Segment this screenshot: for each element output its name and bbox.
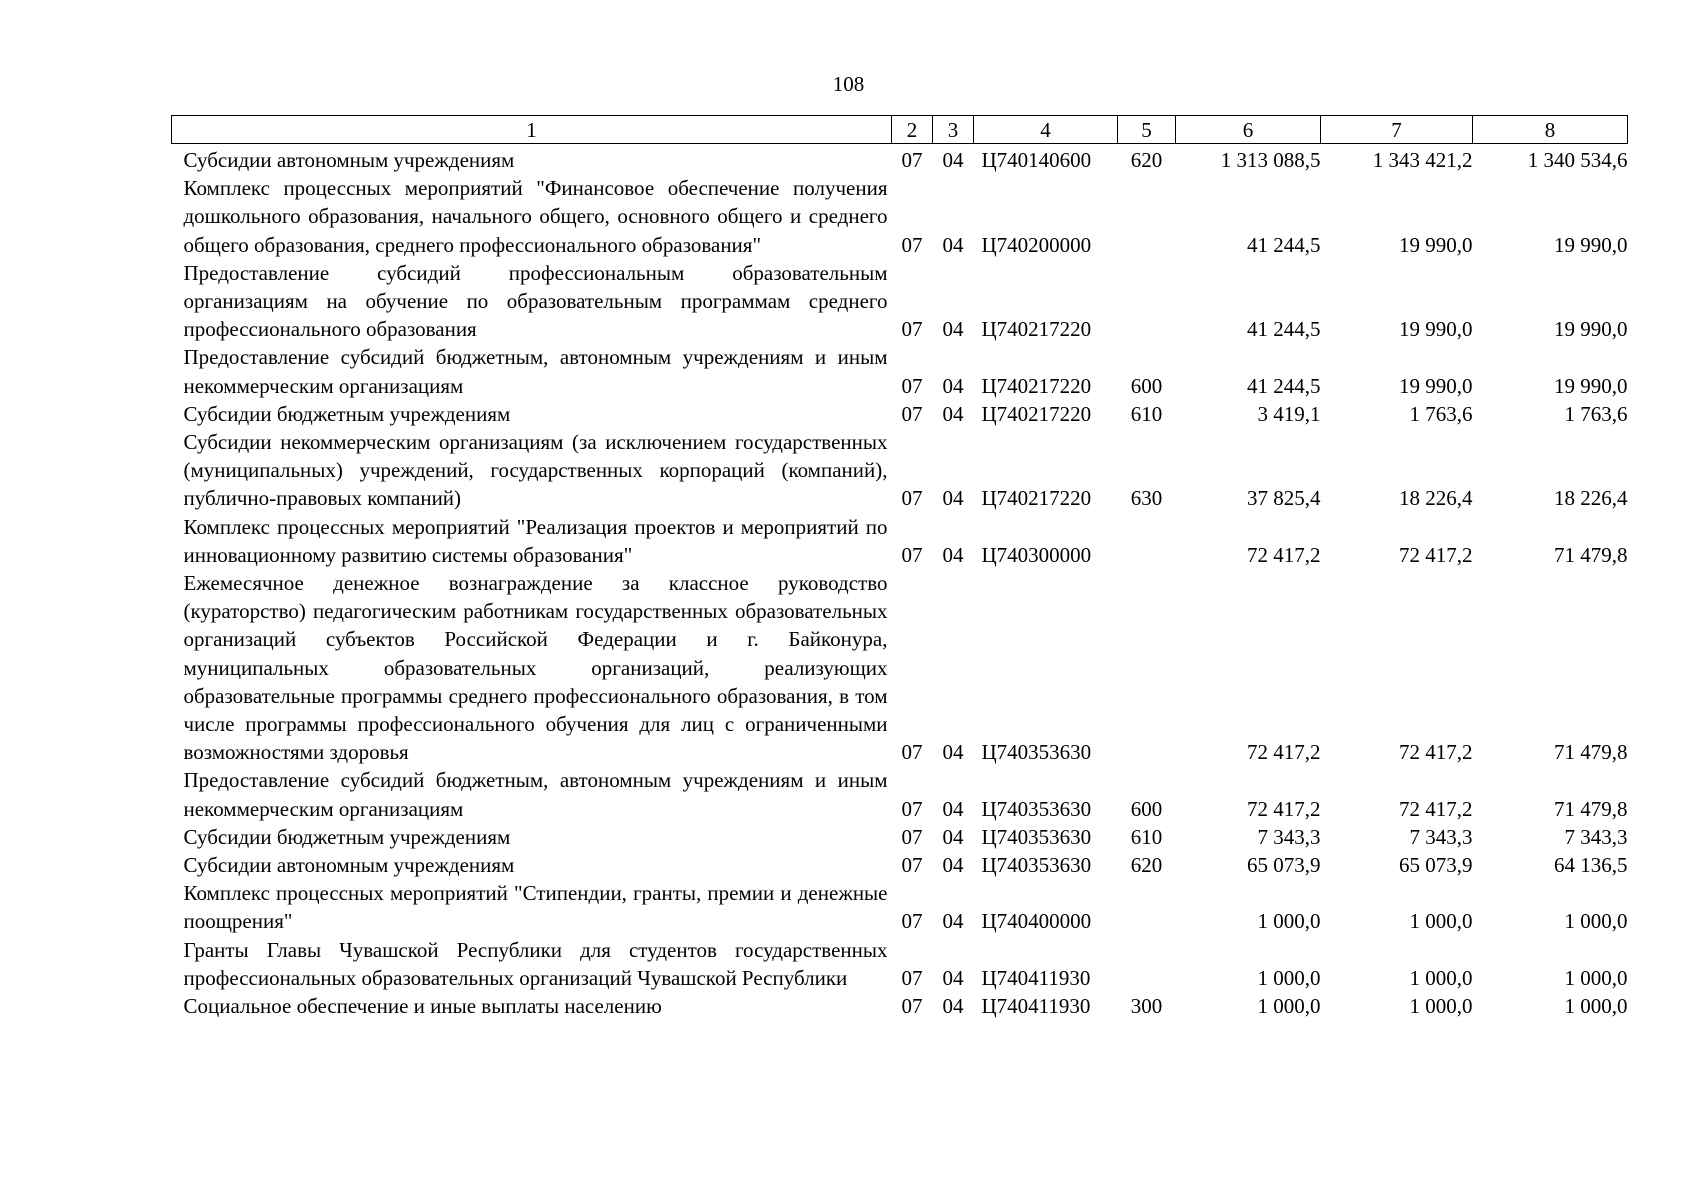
row-section: 07: [901, 232, 923, 257]
row-target-article: Ц740411930: [981, 994, 1091, 1019]
row-expense-type: [1118, 513, 1176, 569]
row-amount-col8: 64 136,5: [1554, 853, 1628, 878]
row-expense-type: 620: [1130, 148, 1163, 172]
row-subsection: 04: [942, 909, 964, 934]
row-expense-type: 610: [1130, 824, 1163, 849]
row-amount-col8: 1 000,0: [1564, 994, 1628, 1019]
row-expense-type: [1118, 259, 1176, 344]
row-amount-col6: 72 417,2: [1247, 740, 1321, 765]
row-amount-col7: 19 990,0: [1399, 373, 1473, 398]
table-row: [172, 569, 1628, 766]
row-subsection: 04: [942, 373, 964, 398]
row-name: Предоставление субсидий профессиональным образовательным организациям на обучение по образовательным программам среднего профессионального образования: [183, 260, 888, 342]
row-target-article: Ц740353630: [981, 824, 1092, 849]
row-amount-col6: 3 419,1: [1257, 401, 1321, 426]
row-amount-col8: 1 000,0: [1564, 965, 1628, 990]
row-subsection: 04: [942, 401, 964, 426]
row-target-article: Ц740217220: [981, 401, 1092, 426]
row-section: 07: [901, 373, 923, 398]
row-target-article: Ц740400000: [981, 909, 1092, 934]
row-section: 07: [901, 740, 923, 765]
table-body: [172, 144, 1628, 1021]
row-amount-col8: 1 340 534,6: [1527, 148, 1628, 172]
header-col-8: 8: [1473, 116, 1628, 144]
table-row: [172, 513, 1628, 569]
row-expense-type: 300: [1130, 994, 1163, 1019]
row-name: Предоставление субсидий бюджетным, автономным учреждениям и иным некоммерческим организациям: [183, 345, 888, 398]
header-col-5: 5: [1118, 116, 1176, 144]
row-amount-col7: 65 073,9: [1399, 853, 1473, 878]
row-name: Субсидии автономным учреждениям: [183, 853, 515, 878]
header-col-1: 1: [172, 116, 892, 144]
row-name: Комплекс процессных мероприятий "Реализация проектов и мероприятий по инновационному развитию системы образования": [183, 514, 888, 567]
row-amount-col6: 72 417,2: [1247, 542, 1321, 567]
budget-table-container: [171, 115, 1627, 1020]
row-expense-type: 620: [1130, 853, 1163, 878]
row-section: 07: [901, 909, 923, 934]
row-name: Комплекс процессных мероприятий "Стипендии, гранты, премии и денежные поощрения": [183, 881, 888, 934]
row-target-article: Ц740353630: [981, 853, 1092, 878]
row-amount-col6: 1 000,0: [1257, 909, 1321, 934]
row-amount-col8: 1 000,0: [1564, 909, 1628, 934]
row-expense-type: [1118, 174, 1176, 259]
row-target-article: Ц740217220: [981, 486, 1092, 511]
row-amount-col6: 41 244,5: [1247, 373, 1321, 398]
row-expense-type: [1118, 879, 1176, 935]
row-amount-col8: 19 990,0: [1554, 317, 1628, 342]
row-expense-type: 630: [1130, 486, 1163, 511]
row-amount-col8: 7 343,3: [1564, 824, 1628, 849]
row-name: Социальное обеспечение и иные выплаты населению: [183, 994, 662, 1019]
row-amount-col7: 19 990,0: [1399, 232, 1473, 257]
row-subsection: 04: [942, 824, 964, 849]
row-subsection: 04: [942, 317, 964, 342]
row-target-article: Ц740217220: [981, 317, 1092, 342]
row-amount-col6: 72 417,2: [1247, 796, 1321, 821]
row-subsection: 04: [942, 232, 964, 257]
row-target-article: Ц740217220: [981, 373, 1092, 398]
row-amount-col7: 72 417,2: [1399, 740, 1473, 765]
row-target-article: Ц740353630: [981, 740, 1092, 765]
row-subsection: 04: [942, 853, 964, 878]
row-amount-col8: 19 990,0: [1554, 373, 1628, 398]
row-name: Комплекс процессных мероприятий "Финансовое обеспечение получения дошкольного образования, начального общего, основного общего и среднего общего образования, среднего профессионального образования": [183, 176, 888, 257]
row-amount-col6: 1 313 088,5: [1220, 148, 1321, 172]
row-target-article: Ц740411930: [981, 965, 1091, 990]
table-row: [172, 936, 1628, 992]
row-name: Гранты Главы Чувашской Республики для студентов государственных профессиональных образовательных организаций Чувашской Республики: [183, 937, 888, 990]
row-section: 07: [901, 317, 923, 342]
row-subsection: 04: [942, 148, 964, 172]
row-name: Субсидии некоммерческим организациям (за исключением государственных (муниципальных) учреждений, государственных корпораций (компаний), публично-правовых компаний): [183, 430, 888, 511]
header-col-6: 6: [1176, 116, 1321, 144]
row-amount-col7: 1 000,0: [1409, 965, 1473, 990]
row-name: Субсидии автономным учреждениям: [183, 148, 515, 172]
row-section: 07: [901, 401, 923, 426]
row-amount-col7: 18 226,4: [1399, 486, 1473, 511]
row-target-article: Ц740353630: [981, 796, 1092, 821]
table-row: [172, 400, 1628, 428]
row-name: Субсидии бюджетным учреждениям: [183, 824, 511, 849]
row-section: 07: [901, 965, 923, 990]
table-row: [172, 823, 1628, 851]
row-target-article: Ц740300000: [981, 542, 1092, 567]
row-subsection: 04: [942, 740, 964, 765]
row-subsection: 04: [942, 486, 964, 511]
row-amount-col6: 41 244,5: [1247, 232, 1321, 257]
row-name: Субсидии бюджетным учреждениям: [183, 401, 511, 426]
page-number: 108: [832, 72, 865, 96]
row-amount-col6: 37 825,4: [1247, 486, 1321, 511]
row-section: 07: [901, 824, 923, 849]
row-amount-col7: 19 990,0: [1399, 317, 1473, 342]
row-section: 07: [901, 486, 923, 511]
row-target-article: Ц740140600: [981, 148, 1092, 172]
row-name: Ежемесячное денежное вознаграждение за классное руководство (кураторство) педагогическим работникам государственных образовательных организаций субъектов Российской Федерации и г. Байконура, муниципальных образовательных организаций, реализующих образовательные программы среднего профессионального образования, в том числе программы профессионального обучения для лиц с ограниченными возможностями здоровья: [183, 571, 888, 765]
row-section: 07: [901, 853, 923, 878]
row-amount-col7: 1 763,6: [1409, 401, 1473, 426]
header-col-7: 7: [1321, 116, 1473, 144]
header-col-2: 2: [892, 116, 933, 144]
row-amount-col7: 1 000,0: [1409, 994, 1473, 1019]
row-section: 07: [901, 994, 923, 1019]
row-amount-col7: 7 343,3: [1409, 824, 1473, 849]
row-section: 07: [901, 542, 923, 567]
row-expense-type: 600: [1130, 796, 1163, 821]
table-row: [172, 144, 1628, 175]
row-subsection: 04: [942, 965, 964, 990]
row-amount-col7: 1 343 421,2: [1372, 148, 1473, 172]
row-expense-type: 610: [1130, 401, 1163, 426]
table-row: [172, 879, 1628, 935]
table-row: [172, 851, 1628, 879]
budget-table: [171, 115, 1628, 1020]
row-amount-col8: 71 479,8: [1554, 542, 1628, 567]
row-subsection: 04: [942, 994, 964, 1019]
row-expense-type: [1118, 936, 1176, 992]
table-row: [172, 343, 1628, 399]
row-amount-col6: 1 000,0: [1257, 965, 1321, 990]
row-amount-col7: 72 417,2: [1399, 542, 1473, 567]
row-amount-col6: 1 000,0: [1257, 994, 1321, 1019]
row-amount-col6: 41 244,5: [1247, 317, 1321, 342]
row-section: 07: [901, 796, 923, 821]
row-amount-col7: 1 000,0: [1409, 909, 1473, 934]
row-amount-col8: 71 479,8: [1554, 740, 1628, 765]
row-amount-col8: 1 763,6: [1564, 401, 1628, 426]
row-expense-type: 600: [1130, 373, 1163, 398]
row-amount-col7: 72 417,2: [1399, 796, 1473, 821]
table-row: [172, 992, 1628, 1020]
row-amount-col8: 18 226,4: [1554, 486, 1628, 511]
row-subsection: 04: [942, 542, 964, 567]
header-row: [172, 116, 1628, 144]
row-section: 07: [901, 148, 923, 172]
table-row: [172, 259, 1628, 344]
table-row: [172, 428, 1628, 513]
row-amount-col6: 65 073,9: [1247, 853, 1321, 878]
row-amount-col8: 19 990,0: [1554, 232, 1628, 257]
header-col-4: 4: [974, 116, 1118, 144]
table-row: [172, 766, 1628, 822]
row-name: Предоставление субсидий бюджетным, автономным учреждениям и иным некоммерческим организациям: [183, 768, 888, 821]
row-target-article: Ц740200000: [981, 232, 1092, 257]
table-row: [172, 174, 1628, 259]
header-col-3: 3: [933, 116, 974, 144]
row-subsection: 04: [942, 796, 964, 821]
row-amount-col8: 71 479,8: [1554, 796, 1628, 821]
table-header: [172, 116, 1628, 144]
row-expense-type: [1118, 569, 1176, 766]
row-amount-col6: 7 343,3: [1257, 824, 1321, 849]
